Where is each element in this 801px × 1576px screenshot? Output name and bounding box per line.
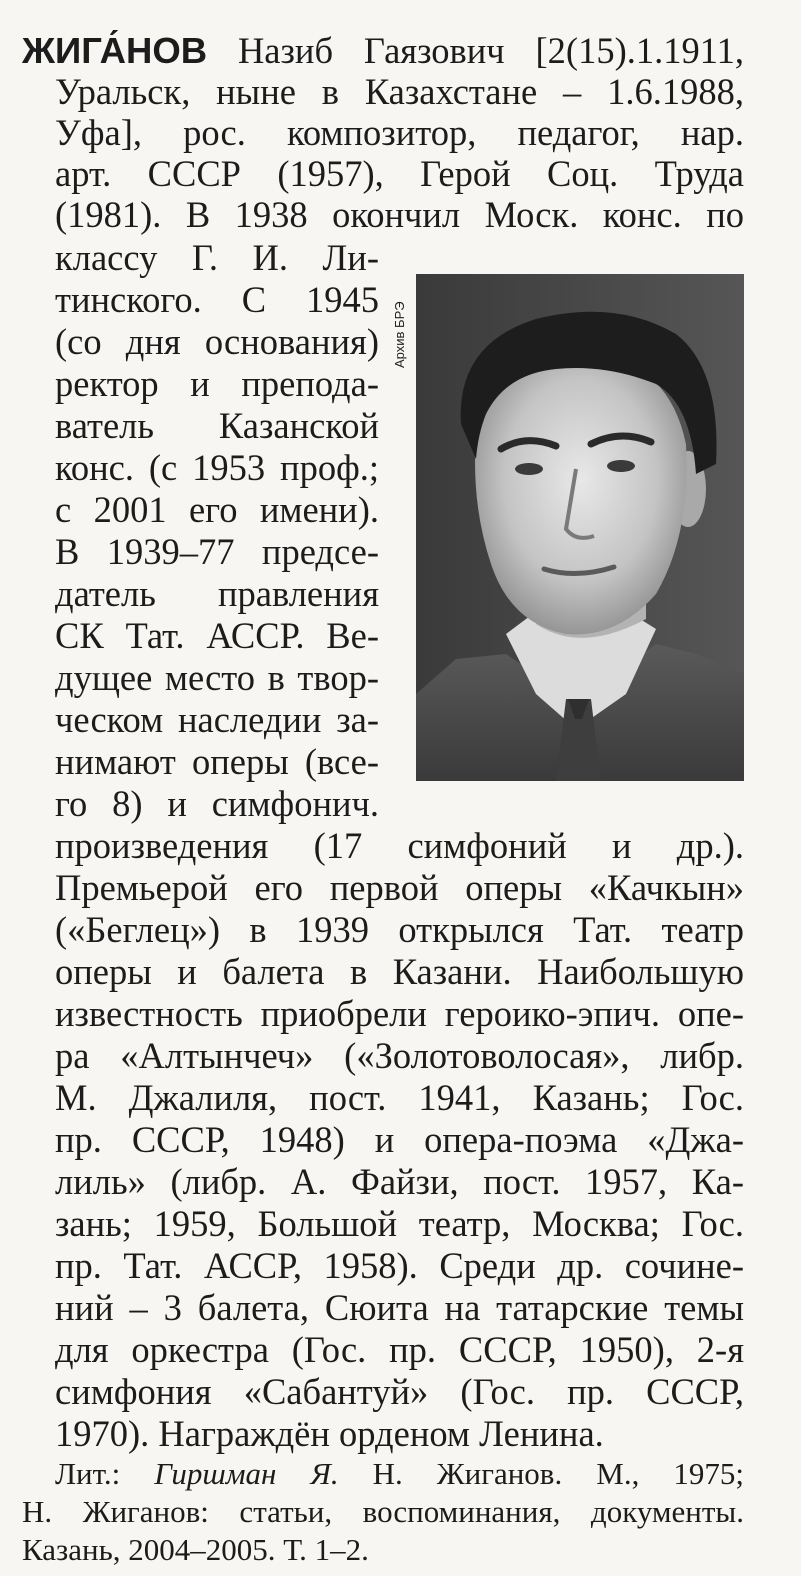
literature-line-3: Казань, 2004–2005. Т. 1–2. bbox=[22, 1532, 369, 1567]
article-line: го 8) и симфонич. bbox=[55, 783, 379, 824]
article-line: датель правления bbox=[55, 573, 379, 614]
literature-line-2: Н. Жиганов: статьи, воспоминания, документы. bbox=[22, 1494, 744, 1529]
article-line: тинского. С 1945 bbox=[55, 279, 379, 320]
article-line: лиль» (либр. А. Файзи, пост. 1957, Ка- bbox=[55, 1161, 744, 1202]
portrait-photo bbox=[416, 274, 744, 781]
article-line: оперы и балета в Казани. Наибольшую bbox=[55, 951, 744, 992]
portrait-image bbox=[416, 274, 744, 781]
article-line: зань; 1959, Большой театр, Москва; Гос. bbox=[55, 1203, 744, 1244]
article-line: В 1939–77 предсе- bbox=[55, 531, 379, 572]
headword: ЖИГА́НОВ bbox=[22, 30, 208, 71]
article-line: ра «Алтынчеч» («Золотоволосая», либр. bbox=[55, 1035, 744, 1076]
article-line: произведения (17 симфоний и др.). bbox=[55, 825, 744, 866]
article-line: ректор и препода- bbox=[55, 363, 379, 404]
photo-credit bbox=[384, 276, 414, 376]
article-line: нимают оперы (все- bbox=[55, 741, 379, 782]
article-line: Премьерой его первой оперы «Качкын» bbox=[55, 867, 744, 908]
photo-credit-text: Архив БРЭ bbox=[392, 301, 407, 368]
literature-title: Н. Жиганов. М., 1975; bbox=[372, 1456, 745, 1491]
article-line: Уральск, ныне в Казахстане – 1.6.1988, bbox=[55, 71, 744, 112]
article-line: известность приобрели героико-эпич. опе- bbox=[55, 993, 744, 1034]
article-line: СК Тат. АССР. Ве- bbox=[55, 615, 379, 656]
literature-author: Гиршман Я. bbox=[154, 1456, 339, 1491]
article-line: пр. Тат. АССР, 1958). Среди др. сочине- bbox=[55, 1245, 744, 1286]
article-line: арт. СССР (1957), Герой Соц. Труда bbox=[55, 153, 744, 194]
article-line: для оркестра (Гос. пр. СССР, 1950), 2-я bbox=[55, 1329, 744, 1370]
article-line: ватель Казанской bbox=[55, 405, 379, 446]
literature-line-1 bbox=[55, 1455, 744, 1493]
article-line: с 2001 его имени). bbox=[55, 489, 379, 530]
article-line: М. Джалиля, пост. 1941, Казань; Гос. bbox=[55, 1077, 744, 1118]
article-line: («Беглец») в 1939 открылся Тат. театр bbox=[55, 909, 744, 950]
article-line: (со дня основания) bbox=[55, 321, 379, 362]
article-line: классу Г. И. Ли- bbox=[55, 237, 379, 278]
article-line: конс. (с 1953 проф.; bbox=[55, 447, 379, 488]
article-line: Уфа], рос. композитор, педагог, нар. bbox=[55, 112, 744, 153]
article-line-1 bbox=[22, 30, 744, 71]
article-line: ческом наследии за- bbox=[55, 699, 379, 740]
literature-label: Лит.: bbox=[55, 1456, 121, 1491]
article-line: (1981). В 1938 окончил Моск. конс. по bbox=[55, 194, 744, 235]
article-line: дущее место в твор- bbox=[55, 657, 379, 698]
article-line: 1970). Награждён орденом Ленина. bbox=[55, 1413, 604, 1454]
article-line: пр. СССР, 1948) и опера-поэма «Джа- bbox=[55, 1119, 744, 1160]
article-line: симфония «Сабантуй» (Гос. пр. СССР, bbox=[55, 1371, 744, 1412]
article-line: ний – 3 балета, Сюита на татарские темы bbox=[55, 1287, 744, 1328]
article-line-text: Назиб Гаязович [2(15).1.1911, bbox=[237, 30, 744, 71]
